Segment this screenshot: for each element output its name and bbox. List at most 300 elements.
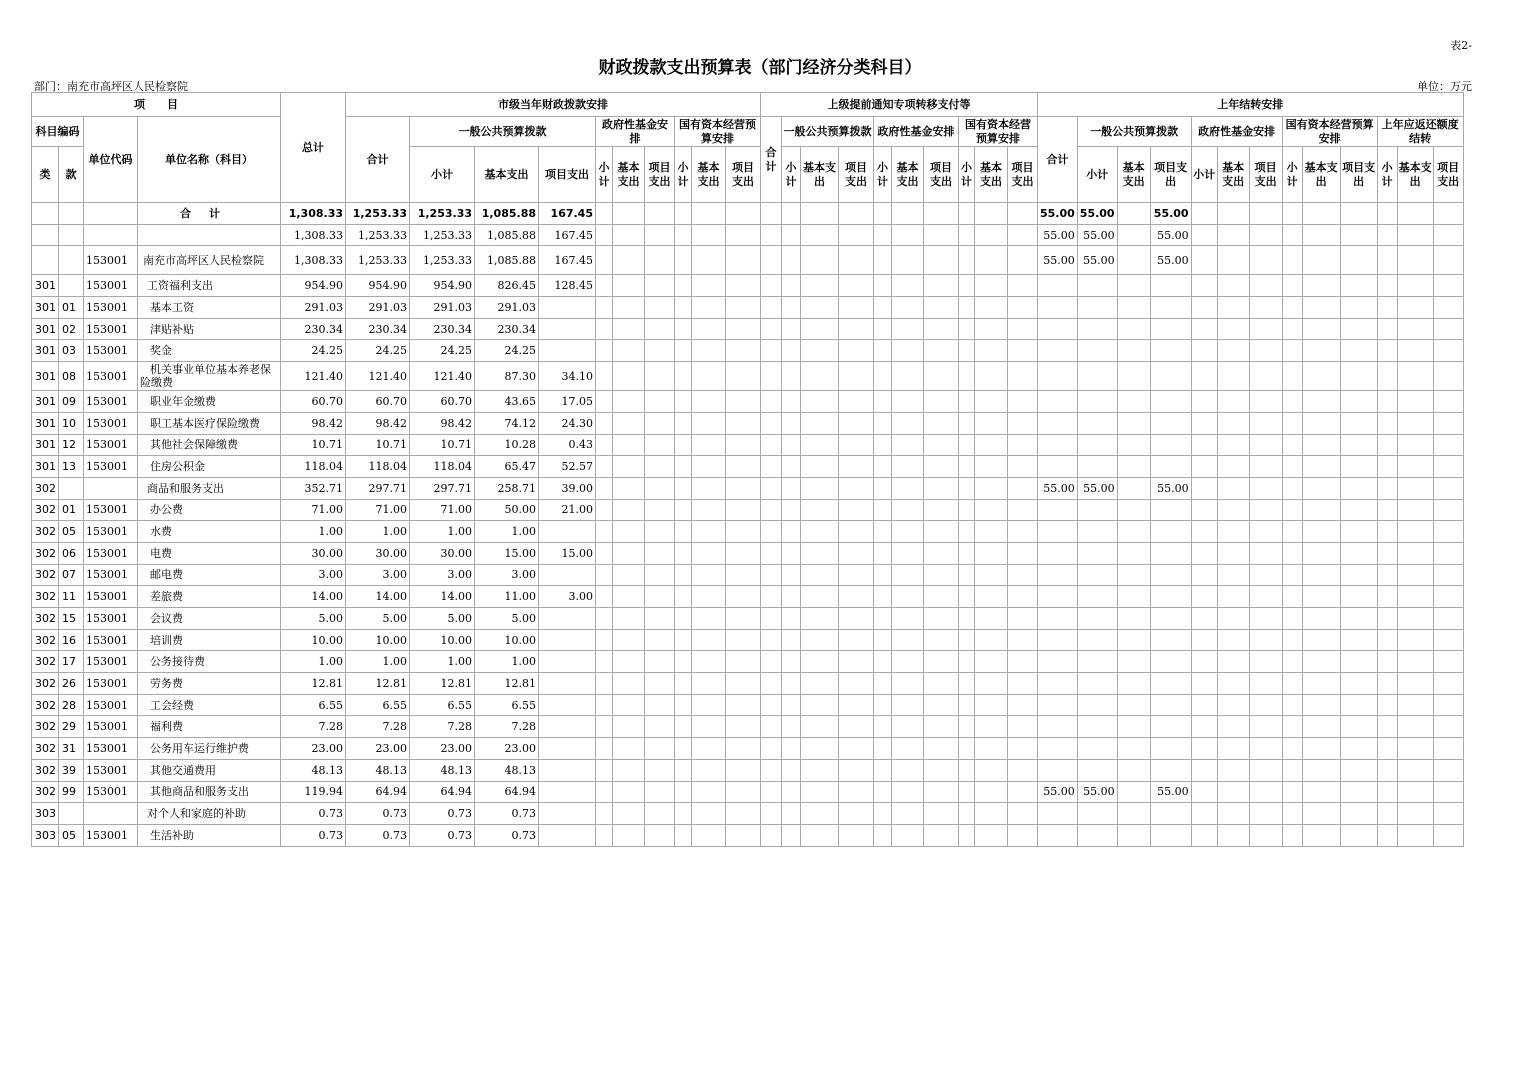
cell-empty — [1397, 564, 1433, 586]
cell-unit-name: 其他交通费用 — [138, 759, 281, 781]
cell-empty — [692, 203, 726, 225]
cell-empty — [1377, 499, 1397, 521]
cell-city-project — [539, 803, 596, 825]
cell-city-basic: 11.00 — [475, 586, 539, 608]
cell-empty — [782, 391, 801, 413]
cell-empty — [675, 629, 692, 651]
cell-empty — [761, 499, 782, 521]
cell-total: 14.00 — [281, 586, 346, 608]
cell-city-subtotal: 1,253.33 — [410, 203, 475, 225]
cell-empty — [1117, 759, 1150, 781]
cell-empty — [613, 318, 645, 340]
cell-unit-name: 工资福利支出 — [138, 275, 281, 297]
cell-empty — [761, 824, 782, 846]
cell-class: 302 — [32, 781, 59, 803]
cell-total: 23.00 — [281, 738, 346, 760]
cell-empty — [924, 651, 959, 673]
cell-empty — [839, 759, 874, 781]
cell-empty — [1249, 203, 1282, 225]
cell-empty — [1302, 391, 1340, 413]
cell-city-project — [539, 318, 596, 340]
header-city-fund-project: 项目支出 — [645, 147, 675, 203]
cell-empty — [924, 477, 959, 499]
cell-empty — [839, 542, 874, 564]
cell-empty — [726, 759, 761, 781]
cell-last-project — [1150, 738, 1191, 760]
cell-empty — [761, 297, 782, 319]
cell-empty — [924, 499, 959, 521]
cell-empty — [596, 224, 613, 246]
cell-empty — [874, 629, 892, 651]
header-city-group: 市级当年财政拨款安排 — [346, 93, 761, 117]
cell-empty — [1377, 297, 1397, 319]
cell-city-basic: 0.73 — [475, 803, 539, 825]
cell-empty — [874, 434, 892, 456]
cell-empty — [1008, 499, 1038, 521]
cell-city-heji: 297.71 — [346, 477, 410, 499]
cell-empty — [1340, 362, 1377, 391]
cell-empty — [596, 362, 613, 391]
cell-empty — [726, 542, 761, 564]
cell-last-project — [1150, 542, 1191, 564]
cell-empty — [1377, 716, 1397, 738]
cell-empty — [1340, 203, 1377, 225]
cell-city-project: 167.45 — [539, 203, 596, 225]
cell-empty — [975, 803, 1008, 825]
cell-last-project — [1150, 499, 1191, 521]
cell-empty — [975, 542, 1008, 564]
cell-unit-code: 153001 — [84, 694, 138, 716]
cell-empty — [892, 521, 924, 543]
cell-empty — [1008, 391, 1038, 413]
cell-last-project — [1150, 803, 1191, 825]
cell-empty — [1282, 759, 1302, 781]
cell-empty — [1191, 521, 1217, 543]
cell-empty — [782, 824, 801, 846]
cell-empty — [761, 246, 782, 275]
cell-empty — [1191, 542, 1217, 564]
cell-empty — [761, 759, 782, 781]
cell-empty — [1217, 629, 1249, 651]
cell-city-heji: 0.73 — [346, 803, 410, 825]
cell-city-basic: 1,085.88 — [475, 203, 539, 225]
cell-total: 291.03 — [281, 297, 346, 319]
cell-city-basic: 3.00 — [475, 564, 539, 586]
cell-empty — [1397, 586, 1433, 608]
cell-empty — [1340, 521, 1377, 543]
cell-unit-code: 153001 — [84, 781, 138, 803]
cell-empty — [1397, 673, 1433, 695]
cell-last-heji — [1038, 318, 1078, 340]
cell-empty — [1433, 608, 1463, 630]
cell-empty — [801, 716, 839, 738]
header-last-cap-basic: 基本支出 — [1302, 147, 1340, 203]
cell-last-heji — [1038, 297, 1078, 319]
cell-last-project — [1150, 673, 1191, 695]
cell-last-subtotal — [1077, 340, 1117, 362]
cell-last-subtotal — [1077, 803, 1117, 825]
header-last-cap-project: 项目支出 — [1340, 147, 1377, 203]
table-row — [32, 716, 1464, 738]
cell-empty — [874, 564, 892, 586]
cell-empty — [959, 318, 975, 340]
cell-empty — [692, 456, 726, 478]
cell-empty — [1191, 716, 1217, 738]
cell-class: 301 — [32, 297, 59, 319]
cell-empty — [975, 586, 1008, 608]
cell-empty — [801, 246, 839, 275]
cell-empty — [1008, 521, 1038, 543]
cell-empty — [1008, 564, 1038, 586]
cell-empty — [1282, 781, 1302, 803]
cell-empty — [1217, 362, 1249, 391]
table-row — [32, 246, 1464, 275]
cell-empty — [1249, 716, 1282, 738]
cell-empty — [1340, 651, 1377, 673]
cell-empty — [726, 521, 761, 543]
cell-kuan — [59, 203, 84, 225]
cell-last-heji — [1038, 564, 1078, 586]
cell-unit-name: 邮电费 — [138, 564, 281, 586]
cell-total: 1,308.33 — [281, 224, 346, 246]
header-last-return-basic: 基本支出 — [1397, 147, 1433, 203]
cell-unit-code: 153001 — [84, 608, 138, 630]
cell-last-subtotal: 55.00 — [1077, 781, 1117, 803]
cell-empty — [1377, 608, 1397, 630]
cell-empty — [692, 608, 726, 630]
cell-empty — [1397, 716, 1433, 738]
cell-city-heji: 24.25 — [346, 340, 410, 362]
cell-empty — [892, 434, 924, 456]
cell-empty — [761, 651, 782, 673]
cell-last-project — [1150, 694, 1191, 716]
cell-empty — [1302, 542, 1340, 564]
cell-empty — [1217, 203, 1249, 225]
table-row — [32, 651, 1464, 673]
cell-unit-name: 商品和服务支出 — [138, 477, 281, 499]
cell-empty — [1340, 297, 1377, 319]
cell-empty — [874, 456, 892, 478]
cell-empty — [924, 456, 959, 478]
cell-empty — [782, 340, 801, 362]
cell-empty — [761, 716, 782, 738]
cell-empty — [761, 542, 782, 564]
cell-empty — [761, 434, 782, 456]
cell-total: 60.70 — [281, 391, 346, 413]
cell-empty — [1249, 824, 1282, 846]
cell-empty — [1117, 224, 1150, 246]
cell-empty — [726, 781, 761, 803]
cell-empty — [975, 521, 1008, 543]
cell-empty — [801, 456, 839, 478]
cell-empty — [1433, 362, 1463, 391]
cell-total: 1.00 — [281, 651, 346, 673]
cell-total: 230.34 — [281, 318, 346, 340]
table-row — [32, 224, 1464, 246]
header-kuan: 款 — [59, 147, 84, 203]
cell-empty — [874, 824, 892, 846]
cell-city-heji: 1,253.33 — [346, 203, 410, 225]
cell-empty — [692, 318, 726, 340]
cell-empty — [975, 781, 1008, 803]
cell-empty — [782, 275, 801, 297]
cell-empty — [975, 412, 1008, 434]
cell-empty — [1397, 629, 1433, 651]
cell-empty — [1191, 499, 1217, 521]
cell-empty — [1217, 224, 1249, 246]
cell-unit-code: 153001 — [84, 340, 138, 362]
cell-empty — [839, 803, 874, 825]
cell-empty — [726, 224, 761, 246]
cell-empty — [726, 275, 761, 297]
cell-empty — [839, 673, 874, 695]
cell-empty — [1249, 275, 1282, 297]
cell-empty — [892, 716, 924, 738]
cell-empty — [839, 477, 874, 499]
cell-empty — [1117, 651, 1150, 673]
cell-empty — [596, 586, 613, 608]
cell-empty — [839, 340, 874, 362]
cell-empty — [924, 434, 959, 456]
cell-empty — [1397, 275, 1433, 297]
cell-empty — [1282, 275, 1302, 297]
cell-last-project — [1150, 275, 1191, 297]
header-city-gov-fund: 政府性基金安排 — [596, 117, 675, 147]
header-subject-code: 科目编码 — [32, 117, 84, 147]
cell-empty — [782, 246, 801, 275]
cell-empty — [1433, 803, 1463, 825]
cell-empty — [1217, 781, 1249, 803]
cell-empty — [1217, 608, 1249, 630]
cell-city-subtotal: 121.40 — [410, 362, 475, 391]
cell-city-basic: 74.12 — [475, 412, 539, 434]
cell-empty — [959, 564, 975, 586]
cell-empty — [1340, 716, 1377, 738]
budget-table-body — [32, 203, 1464, 847]
cell-empty — [782, 564, 801, 586]
cell-empty — [761, 340, 782, 362]
cell-class — [32, 224, 59, 246]
cell-empty — [782, 297, 801, 319]
cell-unit-code: 153001 — [84, 586, 138, 608]
cell-empty — [924, 362, 959, 391]
cell-empty — [1249, 608, 1282, 630]
cell-city-heji: 121.40 — [346, 362, 410, 391]
header-upper-gov-fund: 政府性基金安排 — [874, 117, 959, 147]
cell-empty — [726, 608, 761, 630]
cell-empty — [596, 608, 613, 630]
cell-empty — [692, 651, 726, 673]
cell-city-subtotal: 10.00 — [410, 629, 475, 651]
cell-empty — [613, 362, 645, 391]
cell-empty — [1008, 759, 1038, 781]
cell-empty — [1117, 456, 1150, 478]
cell-empty — [675, 275, 692, 297]
cell-empty — [1282, 203, 1302, 225]
cell-last-subtotal — [1077, 694, 1117, 716]
cell-empty — [975, 362, 1008, 391]
cell-city-basic: 12.81 — [475, 673, 539, 695]
cell-last-heji — [1038, 694, 1078, 716]
cell-empty — [761, 456, 782, 478]
cell-unit-name: 水费 — [138, 521, 281, 543]
cell-empty — [1282, 499, 1302, 521]
cell-empty — [1282, 694, 1302, 716]
cell-empty — [801, 608, 839, 630]
cell-empty — [892, 651, 924, 673]
cell-kuan: 13 — [59, 456, 84, 478]
cell-empty — [1397, 499, 1433, 521]
cell-empty — [692, 499, 726, 521]
table-row — [32, 203, 1464, 225]
cell-empty — [1249, 586, 1282, 608]
cell-empty — [782, 586, 801, 608]
cell-empty — [874, 297, 892, 319]
cell-empty — [924, 694, 959, 716]
cell-city-subtotal: 954.90 — [410, 275, 475, 297]
cell-last-subtotal: 55.00 — [1077, 477, 1117, 499]
header-unit-code: 单位代码 — [84, 117, 138, 203]
cell-empty — [892, 456, 924, 478]
cell-empty — [924, 340, 959, 362]
table-row — [32, 362, 1464, 391]
cell-empty — [1249, 340, 1282, 362]
cell-city-subtotal: 14.00 — [410, 586, 475, 608]
cell-empty — [924, 716, 959, 738]
cell-unit-name: 对个人和家庭的补助 — [138, 803, 281, 825]
cell-city-heji: 118.04 — [346, 456, 410, 478]
cell-empty — [1397, 203, 1433, 225]
cell-unit-name: 公务接待费 — [138, 651, 281, 673]
cell-total: 1.00 — [281, 521, 346, 543]
cell-empty — [692, 738, 726, 760]
cell-empty — [596, 716, 613, 738]
cell-empty — [726, 694, 761, 716]
cell-empty — [1302, 499, 1340, 521]
cell-city-project: 167.45 — [539, 246, 596, 275]
cell-city-basic: 65.47 — [475, 456, 539, 478]
cell-empty — [726, 456, 761, 478]
cell-empty — [874, 716, 892, 738]
cell-empty — [613, 542, 645, 564]
cell-empty — [782, 738, 801, 760]
cell-empty — [975, 824, 1008, 846]
cell-empty — [874, 362, 892, 391]
cell-empty — [839, 499, 874, 521]
cell-kuan: 16 — [59, 629, 84, 651]
cell-empty — [1433, 297, 1463, 319]
cell-kuan: 01 — [59, 297, 84, 319]
cell-empty — [1397, 803, 1433, 825]
cell-empty — [782, 318, 801, 340]
cell-empty — [726, 297, 761, 319]
cell-city-subtotal: 0.73 — [410, 803, 475, 825]
cell-empty — [1433, 824, 1463, 846]
cell-empty — [975, 391, 1008, 413]
cell-kuan — [59, 803, 84, 825]
cell-empty — [1282, 608, 1302, 630]
cell-class: 302 — [32, 694, 59, 716]
cell-empty — [1433, 456, 1463, 478]
header-last-state-capital: 国有资本经营预算安排 — [1282, 117, 1377, 147]
cell-empty — [761, 391, 782, 413]
cell-empty — [1117, 608, 1150, 630]
cell-unit-name: 其他商品和服务支出 — [138, 781, 281, 803]
cell-city-project — [539, 673, 596, 695]
cell-empty — [1191, 738, 1217, 760]
cell-empty — [675, 716, 692, 738]
cell-kuan: 03 — [59, 340, 84, 362]
cell-kuan — [59, 246, 84, 275]
table-row — [32, 477, 1464, 499]
table-row — [32, 318, 1464, 340]
cell-last-subtotal: 55.00 — [1077, 246, 1117, 275]
cell-empty — [1117, 521, 1150, 543]
cell-empty — [892, 275, 924, 297]
cell-empty — [596, 803, 613, 825]
cell-empty — [892, 759, 924, 781]
cell-empty — [1249, 694, 1282, 716]
cell-empty — [801, 564, 839, 586]
cell-empty — [726, 246, 761, 275]
cell-empty — [1433, 318, 1463, 340]
cell-empty — [1117, 781, 1150, 803]
cell-empty — [1249, 434, 1282, 456]
cell-empty — [692, 542, 726, 564]
cell-empty — [892, 224, 924, 246]
cell-empty — [1340, 629, 1377, 651]
cell-city-project — [539, 716, 596, 738]
cell-empty — [613, 803, 645, 825]
table-number: 表2- — [1450, 39, 1472, 52]
cell-empty — [1117, 297, 1150, 319]
table-row — [32, 391, 1464, 413]
cell-total: 119.94 — [281, 781, 346, 803]
cell-city-project: 3.00 — [539, 586, 596, 608]
cell-city-subtotal: 118.04 — [410, 456, 475, 478]
cell-city-basic: 64.94 — [475, 781, 539, 803]
cell-empty — [959, 391, 975, 413]
cell-empty — [675, 651, 692, 673]
cell-kuan: 05 — [59, 521, 84, 543]
header-total: 总计 — [281, 93, 346, 203]
cell-city-subtotal: 10.71 — [410, 434, 475, 456]
cell-city-heji: 23.00 — [346, 738, 410, 760]
cell-unit-name: 奖金 — [138, 340, 281, 362]
cell-empty — [675, 203, 692, 225]
cell-empty — [692, 521, 726, 543]
cell-city-project: 167.45 — [539, 224, 596, 246]
cell-city-project: 128.45 — [539, 275, 596, 297]
cell-empty — [1377, 246, 1397, 275]
cell-last-subtotal — [1077, 651, 1117, 673]
cell-empty — [596, 781, 613, 803]
cell-city-basic: 0.73 — [475, 824, 539, 846]
cell-empty — [692, 824, 726, 846]
cell-empty — [1397, 224, 1433, 246]
cell-empty — [692, 629, 726, 651]
cell-class: 301 — [32, 456, 59, 478]
cell-empty — [1008, 542, 1038, 564]
cell-empty — [726, 362, 761, 391]
cell-empty — [801, 673, 839, 695]
cell-empty — [959, 673, 975, 695]
cell-empty — [1191, 362, 1217, 391]
cell-unit-code: 153001 — [84, 629, 138, 651]
header-city-cap-project: 项目支出 — [726, 147, 761, 203]
cell-unit-name: 福利费 — [138, 716, 281, 738]
cell-kuan: 06 — [59, 542, 84, 564]
